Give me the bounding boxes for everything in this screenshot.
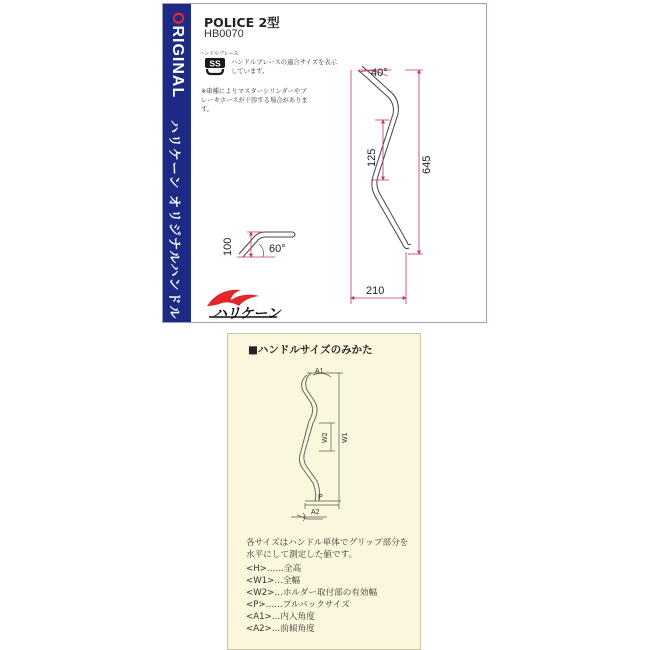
guide-label-a1: A1: [315, 368, 324, 375]
badge-note: ハンドルブレースの適合サイズを表示しています。: [231, 59, 337, 75]
rise-drawing: [237, 232, 295, 257]
guide-label-p: P: [318, 494, 323, 501]
guide-diagram: [227, 333, 421, 533]
guide-title: ■ハンドルサイズのみかた: [248, 344, 373, 356]
guide-label-w2: W2: [322, 432, 329, 443]
brand-original-title: ORIGINAL: [169, 12, 186, 99]
legend-holder-width: <W2>…ホルダー取付部の有効幅: [246, 588, 378, 598]
product-name: POLICE 2型: [204, 15, 280, 30]
guide-handlebar-shape: [299, 373, 319, 501]
dimension-lines: [351, 70, 423, 304]
dim-rise-angle: 60°: [269, 243, 286, 255]
guide-measurement-note: 各サイズはハンドル単体でグリップ部分を水平にして測定した値です。: [246, 538, 409, 560]
guide-label-w1: W1: [342, 432, 349, 443]
dim-rise: 100: [222, 237, 234, 256]
legend-forward-angle: <A2>…前傾角度: [246, 624, 315, 634]
dim-angle-top: 40°: [371, 67, 388, 79]
dim-holder-width: 125: [366, 148, 378, 167]
product-card: [162, 3, 487, 323]
guide-label-a2: A2: [311, 509, 320, 516]
product-code: HB0070: [204, 28, 244, 40]
handlebar-dimension-drawing: [163, 4, 486, 322]
legend-inner-angle: <A1>…内入角度: [246, 612, 315, 622]
badge-label: ハンドルブレース: [199, 51, 239, 57]
legend-width: <W1>…全幅: [246, 576, 301, 586]
legend-pullback: <P>……プルバックサイズ: [246, 600, 350, 610]
brand-subtitle: ハリケーン オリジナルハンドル: [166, 120, 181, 320]
caution-note: ※車種によりマスターシリンダーやブレーキホースが干渉する場合があります。: [201, 88, 308, 113]
legend-height: <H>……全高: [246, 564, 302, 574]
dim-height-total: 645: [421, 155, 433, 174]
guide-dimension-lines: [291, 373, 343, 521]
dim-pullback: 210: [366, 285, 385, 297]
logo-wordmark: ハリケーン: [213, 306, 280, 322]
badge-size-text: SS: [209, 58, 221, 69]
